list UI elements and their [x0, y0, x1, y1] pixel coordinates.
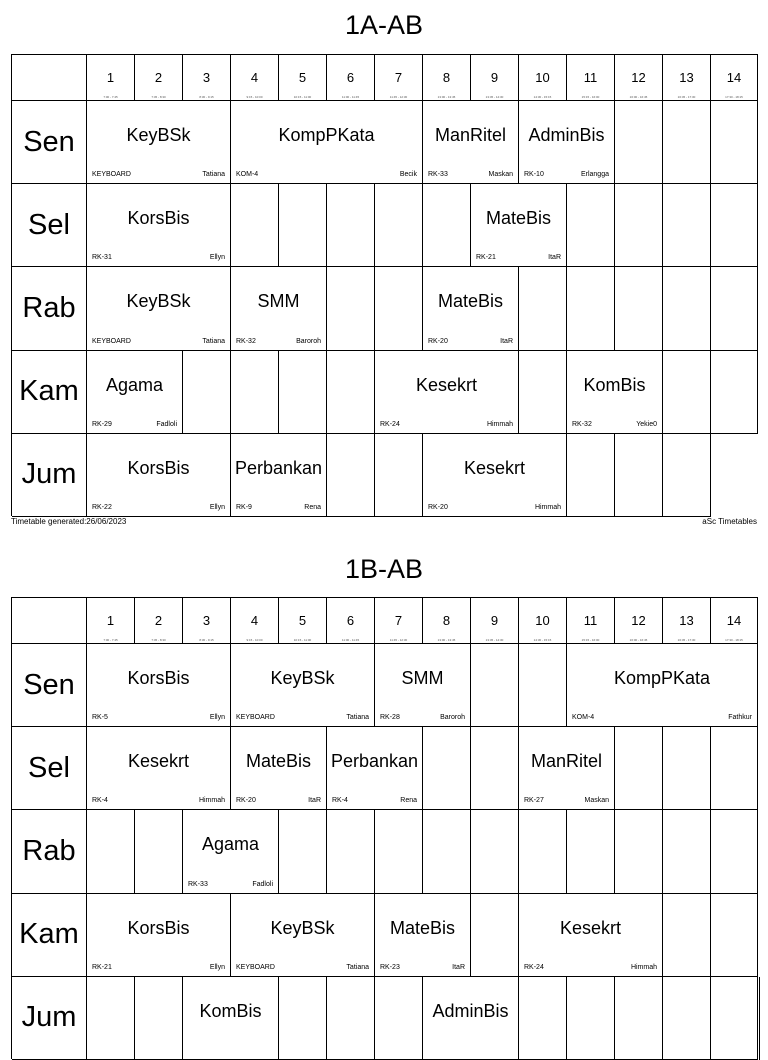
lesson-cell	[87, 644, 231, 727]
lesson-room: KOM-4	[572, 714, 595, 722]
generated-date: Timetable generated:26/06/2023	[11, 517, 127, 526]
empty-cell	[615, 810, 663, 893]
period-header	[663, 598, 711, 644]
lesson-cell	[423, 434, 567, 517]
empty-cell	[519, 267, 567, 350]
empty-cell	[231, 184, 279, 267]
lesson-room: RK-27	[524, 797, 544, 805]
lesson-teacher: Tatiana	[346, 714, 369, 722]
empty-cell	[423, 184, 471, 267]
period-number: 3	[202, 613, 211, 628]
empty-cell	[135, 977, 183, 1060]
lesson-cell	[567, 644, 758, 727]
empty-cell	[615, 184, 663, 267]
lesson-teacher: Fadloli	[252, 880, 273, 888]
period-header	[567, 55, 615, 101]
period-time: 13:45 - 14:30	[485, 638, 504, 642]
lesson-cell	[375, 351, 519, 434]
period-header	[711, 55, 758, 101]
period-number: 14	[726, 70, 742, 85]
period-header	[423, 598, 471, 644]
lesson-room: RK-32	[572, 420, 592, 428]
period-header	[87, 598, 135, 644]
period-header	[375, 55, 423, 101]
period-time: 11:45 - 12:30	[389, 638, 408, 642]
period-number: 3	[202, 70, 211, 85]
empty-cell	[711, 894, 758, 977]
empty-cell	[279, 351, 327, 434]
empty-cell	[471, 727, 519, 810]
lesson-room: KEYBOARD	[236, 963, 275, 971]
lesson-room: RK-20	[236, 797, 256, 805]
empty-cell	[711, 184, 758, 267]
lesson-subject: MateBis	[485, 208, 552, 229]
corner-cell	[12, 598, 87, 644]
lesson-cell	[183, 977, 279, 1060]
period-header	[375, 598, 423, 644]
lesson-subject: Agama	[201, 834, 260, 855]
empty-cell	[711, 351, 758, 434]
period-header	[519, 55, 567, 101]
day-label: Jum	[12, 434, 87, 517]
empty-cell	[663, 351, 711, 434]
empty-cell	[663, 727, 711, 810]
period-number: 11	[583, 613, 598, 628]
lesson-teacher: Fadloli	[156, 420, 177, 428]
period-time: 10:15 - 11:00	[293, 95, 312, 99]
empty-cell	[327, 810, 375, 893]
lesson-cell	[423, 101, 519, 184]
period-time: 16:00 - 16:45	[629, 95, 648, 99]
empty-cell	[663, 267, 711, 350]
period-time: 10:15 - 11:00	[293, 638, 312, 642]
lesson-cell	[231, 434, 327, 517]
empty-cell	[519, 351, 567, 434]
period-number: 2	[154, 613, 163, 628]
lesson-teacher: Tatiana	[202, 171, 225, 179]
lesson-subject: KeyBSk	[270, 917, 335, 938]
empty-cell	[711, 101, 758, 184]
empty-cell	[471, 810, 519, 893]
empty-cell	[663, 894, 711, 977]
lesson-teacher: Tatiana	[346, 963, 369, 971]
period-time: 13:00 - 13:45	[437, 95, 456, 99]
period-time: 14:30 - 15:15	[533, 638, 552, 642]
lesson-cell	[471, 184, 567, 267]
period-header	[327, 55, 375, 101]
lesson-teacher: Baroroh	[296, 337, 321, 345]
period-time: 17:30 - 18:15	[725, 638, 743, 642]
empty-cell	[663, 434, 711, 517]
lesson-teacher: Baroroh	[440, 714, 465, 722]
empty-cell	[231, 351, 279, 434]
period-number: 7	[394, 613, 403, 628]
lesson-subject: SMM	[401, 668, 444, 689]
lesson-cell	[87, 101, 231, 184]
period-time: 14:30 - 15:15	[533, 95, 552, 99]
period-number: 6	[346, 70, 355, 85]
empty-cell	[375, 184, 423, 267]
lesson-cell	[327, 727, 423, 810]
period-time: 13:00 - 13:45	[437, 638, 456, 642]
lesson-teacher: Himmah	[534, 503, 561, 511]
day-label: Sen	[12, 101, 87, 184]
lesson-room: RK-9	[236, 503, 252, 511]
period-header	[663, 55, 711, 101]
empty-cell	[423, 727, 471, 810]
period-number: 13	[679, 70, 694, 85]
period-header	[567, 598, 615, 644]
period-number: 2	[154, 70, 163, 85]
period-number: 12	[631, 613, 646, 628]
lesson-cell	[375, 894, 471, 977]
empty-cell	[615, 434, 663, 517]
lesson-teacher: Ellyn	[209, 254, 225, 262]
period-time: 9:15 - 10:00	[246, 638, 263, 642]
empty-cell	[87, 977, 135, 1060]
lesson-cell	[231, 267, 327, 350]
lesson-teacher: Fathkur	[728, 714, 752, 722]
lesson-teacher: Yekie0	[636, 420, 657, 428]
period-time: 8:30 - 9:15	[199, 638, 214, 642]
lesson-teacher: Maskan	[488, 171, 513, 179]
lesson-subject: Perbankan	[330, 751, 419, 772]
timetable-grid	[11, 597, 758, 1059]
empty-cell	[327, 267, 375, 350]
lesson-teacher: Ellyn	[209, 963, 225, 971]
lesson-room: KEYBOARD	[92, 337, 131, 345]
period-header	[615, 55, 663, 101]
lesson-room: KEYBOARD	[92, 171, 131, 179]
lesson-subject: KorsBis	[127, 668, 190, 689]
period-header	[183, 55, 231, 101]
empty-cell	[375, 434, 423, 517]
period-time: 13:45 - 14:30	[485, 95, 504, 99]
empty-cell	[471, 894, 519, 977]
lesson-room: RK-23	[380, 963, 400, 971]
lesson-teacher: ItaR	[548, 254, 561, 262]
period-header	[471, 598, 519, 644]
period-header	[519, 598, 567, 644]
period-number: 12	[631, 70, 646, 85]
lesson-cell	[87, 351, 183, 434]
lesson-teacher: ItaR	[452, 963, 465, 971]
empty-cell	[519, 644, 567, 727]
lesson-teacher: Ellyn	[209, 503, 225, 511]
lesson-subject: KomBis	[583, 374, 646, 395]
lesson-room: RK-22	[92, 503, 112, 511]
lesson-teacher: ItaR	[308, 797, 321, 805]
day-label: Jum	[12, 977, 87, 1060]
empty-cell	[615, 267, 663, 350]
lesson-teacher: Becik	[399, 171, 417, 179]
period-header	[231, 598, 279, 644]
period-number: 5	[298, 70, 307, 85]
period-time: 16:45 - 17:30	[677, 95, 696, 99]
empty-cell	[135, 810, 183, 893]
lesson-teacher: Ellyn	[209, 714, 225, 722]
empty-cell	[567, 267, 615, 350]
lesson-subject: Kesekrt	[463, 457, 526, 478]
period-number: 1	[106, 70, 115, 85]
period-number: 13	[679, 613, 694, 628]
period-header	[183, 598, 231, 644]
lesson-subject: KomBis	[199, 1000, 262, 1021]
lesson-cell	[423, 267, 519, 350]
day-label: Rab	[12, 267, 87, 350]
lesson-subject: KeyBSk	[126, 291, 191, 312]
lesson-subject: MateBis	[389, 917, 456, 938]
lesson-room: RK-20	[428, 503, 448, 511]
lesson-room: RK-28	[380, 714, 400, 722]
lesson-subject: ManRitel	[530, 751, 603, 772]
timetable-title: 1B-AB	[344, 554, 424, 584]
lesson-cell	[567, 351, 663, 434]
empty-cell	[87, 810, 135, 893]
lesson-room: RK-4	[92, 797, 108, 805]
empty-cell	[279, 184, 327, 267]
empty-cell	[711, 727, 758, 810]
period-time: 17:30 - 18:15	[725, 95, 743, 99]
empty-cell	[663, 977, 711, 1060]
generator-credit: aSc Timetables	[702, 517, 757, 526]
lesson-room: RK-29	[92, 420, 112, 428]
period-header	[279, 55, 327, 101]
empty-cell	[375, 810, 423, 893]
lesson-room: KOM-4	[236, 171, 259, 179]
period-header	[87, 55, 135, 101]
period-header	[279, 598, 327, 644]
lesson-room: RK-32	[236, 337, 256, 345]
period-time: 7:45 - 8:30	[151, 638, 166, 642]
lesson-subject: Kesekrt	[415, 374, 478, 395]
day-label: Sen	[12, 644, 87, 727]
period-number: 10	[535, 70, 550, 85]
lesson-room: RK-24	[524, 963, 544, 971]
day-label: Rab	[12, 810, 87, 893]
period-time: 11:45 - 12:30	[389, 95, 408, 99]
lesson-cell	[87, 727, 231, 810]
lesson-room: RK-21	[92, 963, 112, 971]
timetable-grid	[11, 54, 758, 516]
period-header	[615, 598, 663, 644]
empty-cell	[279, 977, 327, 1060]
period-time: 15:15 - 16:00	[581, 638, 600, 642]
lesson-teacher: Himmah	[198, 797, 225, 805]
lesson-teacher: Himmah	[486, 420, 513, 428]
period-number: 9	[490, 70, 499, 85]
lesson-subject: AdminBis	[528, 125, 605, 146]
day-label: Kam	[12, 894, 87, 977]
empty-cell	[423, 810, 471, 893]
period-time: 16:45 - 17:30	[677, 638, 696, 642]
period-number: 10	[535, 613, 550, 628]
empty-cell	[567, 977, 615, 1060]
lesson-room: RK-31	[92, 254, 112, 262]
empty-cell	[711, 977, 758, 1060]
empty-cell	[327, 434, 375, 517]
lesson-subject: Kesekrt	[127, 751, 190, 772]
lesson-subject: KeyBSk	[270, 668, 335, 689]
lesson-room: RK-20	[428, 337, 448, 345]
empty-cell	[615, 977, 663, 1060]
lesson-room: RK-33	[428, 171, 448, 179]
empty-cell	[615, 727, 663, 810]
empty-cell	[711, 267, 758, 350]
period-number: 7	[394, 70, 403, 85]
lesson-cell	[519, 727, 615, 810]
lesson-teacher: Maskan	[584, 797, 609, 805]
period-time: 9:15 - 10:00	[246, 95, 263, 99]
lesson-cell	[423, 977, 519, 1060]
empty-cell	[567, 434, 615, 517]
empty-cell	[759, 977, 760, 1060]
lesson-teacher: Rena	[400, 797, 417, 805]
timetable-title: 1A-AB	[344, 10, 424, 40]
lesson-teacher: Tatiana	[202, 337, 225, 345]
period-time: 11:00 - 11:45	[341, 638, 360, 642]
period-time: 11:00 - 11:45	[341, 95, 360, 99]
empty-cell	[471, 644, 519, 727]
lesson-subject: KompPKata	[278, 125, 375, 146]
empty-cell	[663, 810, 711, 893]
period-number: 1	[106, 613, 115, 628]
period-number: 9	[490, 613, 499, 628]
lesson-teacher: Erlangga	[580, 171, 609, 179]
lesson-subject: KorsBis	[127, 917, 190, 938]
lesson-room: RK-21	[476, 254, 496, 262]
period-number: 4	[250, 70, 259, 85]
period-header	[471, 55, 519, 101]
empty-cell	[615, 101, 663, 184]
empty-cell	[375, 977, 423, 1060]
period-number: 4	[250, 613, 259, 628]
empty-cell	[327, 351, 375, 434]
day-label: Sel	[12, 184, 87, 267]
lesson-subject: SMM	[257, 291, 300, 312]
lesson-subject: Kesekrt	[559, 917, 622, 938]
period-header	[327, 598, 375, 644]
period-header	[231, 55, 279, 101]
lesson-room: RK-33	[188, 880, 208, 888]
lesson-subject: AdminBis	[432, 1000, 509, 1021]
lesson-cell	[87, 434, 231, 517]
lesson-teacher: Rena	[304, 503, 321, 511]
empty-cell	[327, 184, 375, 267]
empty-cell	[375, 267, 423, 350]
lesson-room: RK-24	[380, 420, 400, 428]
lesson-cell	[231, 894, 375, 977]
lesson-subject: KompPKata	[613, 668, 711, 689]
period-time: 15:15 - 16:00	[581, 95, 600, 99]
corner-cell	[12, 55, 87, 101]
empty-cell	[663, 184, 711, 267]
period-number: 8	[442, 613, 451, 628]
empty-cell	[711, 810, 758, 893]
day-label: Kam	[12, 351, 87, 434]
empty-cell	[183, 351, 231, 434]
lesson-teacher: ItaR	[500, 337, 513, 345]
lesson-room: RK-5	[92, 714, 108, 722]
lesson-cell	[231, 644, 375, 727]
lesson-cell	[87, 267, 231, 350]
lesson-room: RK-4	[332, 797, 348, 805]
lesson-subject: Perbankan	[234, 457, 323, 478]
lesson-room: RK-10	[524, 171, 544, 179]
day-label: Sel	[12, 727, 87, 810]
lesson-cell	[183, 810, 279, 893]
period-time: 7:45 - 8:30	[151, 95, 166, 99]
period-number: 8	[442, 70, 451, 85]
empty-cell	[567, 184, 615, 267]
lesson-cell	[87, 894, 231, 977]
period-header	[135, 598, 183, 644]
lesson-cell	[231, 727, 327, 810]
empty-cell	[327, 977, 375, 1060]
empty-cell	[663, 101, 711, 184]
period-header	[135, 55, 183, 101]
lesson-subject: Agama	[105, 374, 164, 395]
period-time: 7:00 - 7:45	[103, 95, 118, 99]
empty-cell	[279, 810, 327, 893]
period-header	[423, 55, 471, 101]
period-number: 11	[583, 70, 598, 85]
period-time: 16:00 - 16:45	[629, 638, 648, 642]
lesson-cell	[87, 184, 231, 267]
lesson-cell	[519, 894, 663, 977]
lesson-subject: KorsBis	[127, 208, 190, 229]
lesson-subject: MateBis	[245, 751, 312, 772]
lesson-room: KEYBOARD	[236, 714, 275, 722]
lesson-cell	[375, 644, 471, 727]
lesson-cell	[519, 101, 615, 184]
lesson-teacher: Himmah	[630, 963, 657, 971]
period-time: 8:30 - 9:15	[199, 95, 214, 99]
period-number: 5	[298, 613, 307, 628]
period-header	[711, 598, 758, 644]
empty-cell	[519, 810, 567, 893]
lesson-subject: MateBis	[437, 291, 504, 312]
lesson-cell	[231, 101, 423, 184]
period-number: 6	[346, 613, 355, 628]
lesson-subject: ManRitel	[434, 125, 507, 146]
empty-cell	[519, 977, 567, 1060]
lesson-subject: KeyBSk	[126, 125, 191, 146]
empty-cell	[567, 810, 615, 893]
period-time: 7:00 - 7:45	[103, 638, 118, 642]
period-number: 14	[726, 613, 742, 628]
lesson-subject: KorsBis	[127, 457, 190, 478]
